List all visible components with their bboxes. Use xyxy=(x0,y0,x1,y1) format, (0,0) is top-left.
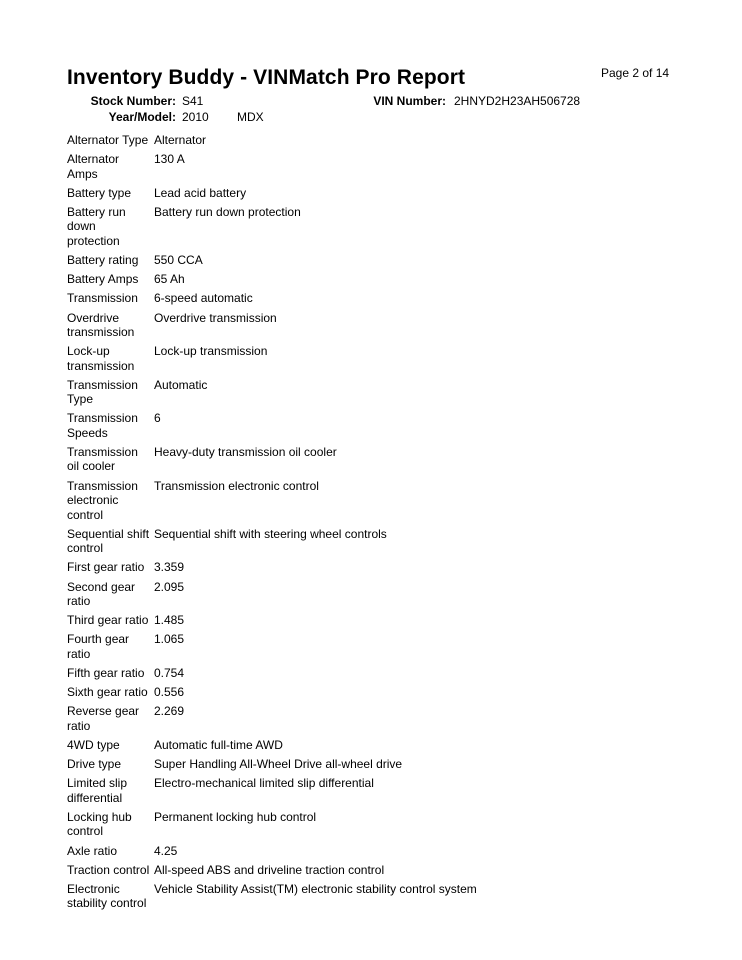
spec-value: Vehicle Stability Assist(TM) electronic stability control system xyxy=(154,881,477,896)
spec-value: 3.359 xyxy=(154,560,185,575)
spec-name: Battery rating xyxy=(67,253,139,268)
spec-name: Alternator Type xyxy=(67,133,149,147)
spec-value: 1.065 xyxy=(154,632,185,647)
spec-value: 550 CCA xyxy=(154,253,203,268)
spec-value: Lead acid battery xyxy=(154,185,247,200)
stock-number-value: S41 xyxy=(182,94,204,108)
spec-row xyxy=(67,527,507,561)
spec-name: 4WD type xyxy=(67,737,120,752)
spec-row xyxy=(67,479,507,527)
spec-row xyxy=(67,445,507,479)
page-indicator: Page 2 of 14 xyxy=(601,66,670,80)
spec-name: Transmission Type xyxy=(67,377,138,407)
spec-row xyxy=(67,311,507,345)
spec-row xyxy=(67,186,507,205)
spec-value: 0.556 xyxy=(154,685,185,700)
spec-row xyxy=(67,844,507,863)
spec-name: Battery type xyxy=(67,185,132,200)
spec-row xyxy=(67,411,507,445)
spec-value: Sequential shift with steering wheel controls xyxy=(154,526,387,541)
spec-row xyxy=(67,685,507,704)
spec-value: Alternator xyxy=(154,133,207,147)
spec-name: Lock-up transmission xyxy=(67,344,135,373)
spec-name: Axle ratio xyxy=(67,843,118,858)
spec-name: Transmission xyxy=(67,291,138,306)
spec-row xyxy=(67,344,507,378)
spec-row xyxy=(67,882,507,916)
report-title: Inventory Buddy - VINMatch Pro Report xyxy=(67,66,466,89)
spec-name: Reverse gear ratio xyxy=(67,704,140,733)
spec-row xyxy=(67,133,507,152)
spec-row xyxy=(67,580,507,614)
vin-label: VIN Number: xyxy=(373,94,446,108)
spec-value: Permanent locking hub control xyxy=(154,809,317,824)
spec-name: Battery run down protection xyxy=(67,205,126,248)
spec-name: Drive type xyxy=(67,757,122,772)
spec-name: Transmission electronic control xyxy=(67,478,138,522)
spec-value: Electro-mechanical limited slip differential xyxy=(154,776,374,791)
spec-row xyxy=(67,272,507,291)
spec-name: Fifth gear ratio xyxy=(67,665,145,680)
spec-row xyxy=(67,704,507,738)
spec-name: Transmission Speeds xyxy=(67,411,138,440)
spec-name: Third gear ratio xyxy=(67,613,149,628)
spec-row xyxy=(67,152,507,186)
spec-value: Battery run down protection xyxy=(154,205,301,220)
vin-value: 2HNYD2H23AH506728 xyxy=(454,94,581,108)
spec-row xyxy=(67,810,507,844)
spec-value: 65 Ah xyxy=(154,272,185,287)
spec-value: Automatic full-time AWD xyxy=(154,737,283,752)
spec-row xyxy=(67,738,507,757)
spec-row xyxy=(67,560,507,579)
spec-row xyxy=(67,666,507,685)
spec-value: Automatic xyxy=(154,377,208,392)
spec-name: Limited slip differential xyxy=(67,776,128,805)
spec-value: Transmission electronic control xyxy=(154,478,319,493)
spec-row xyxy=(67,632,507,666)
spec-row xyxy=(67,253,507,272)
spec-name: Traction control xyxy=(67,862,150,877)
spec-row xyxy=(67,378,507,412)
spec-value: 4.25 xyxy=(154,843,178,858)
spec-name: Second gear ratio xyxy=(67,579,136,608)
spec-value: 130 A xyxy=(154,152,185,167)
spec-name: Alternator Amps xyxy=(67,152,120,181)
spec-table xyxy=(67,133,507,916)
spec-value: 1.485 xyxy=(154,613,185,628)
spec-name: Battery Amps xyxy=(67,272,139,287)
spec-table-body xyxy=(67,133,507,916)
spec-name: First gear ratio xyxy=(67,560,145,575)
spec-name: Electronic stability control xyxy=(67,881,147,911)
spec-name: Locking hub control xyxy=(67,809,132,839)
spec-value: Lock-up transmission xyxy=(154,344,268,359)
spec-value: All-speed ABS and driveline traction control xyxy=(154,862,385,877)
spec-value: 2.269 xyxy=(154,704,185,719)
spec-name: Sixth gear ratio xyxy=(67,685,148,700)
spec-row xyxy=(67,863,507,882)
year-model-label: Year/Model: xyxy=(108,110,176,124)
spec-name: Fourth gear ratio xyxy=(67,632,130,661)
spec-name: Transmission oil cooler xyxy=(67,445,138,474)
spec-name: Sequential shift control xyxy=(67,526,150,556)
spec-row xyxy=(67,613,507,632)
stock-number-label: Stock Number: xyxy=(90,94,176,108)
spec-value: Overdrive transmission xyxy=(154,310,277,325)
spec-value: 6-speed automatic xyxy=(154,291,253,306)
spec-value: 6 xyxy=(154,411,161,426)
spec-row xyxy=(67,776,507,810)
spec-value: 0.754 xyxy=(154,665,185,680)
spec-row xyxy=(67,205,507,253)
spec-row xyxy=(67,757,507,776)
spec-value: Super Handling All-Wheel Drive all-wheel drive xyxy=(154,757,403,772)
spec-row xyxy=(67,291,507,310)
model-value: MDX xyxy=(237,110,264,124)
spec-value: 2.095 xyxy=(154,579,185,594)
year-value: 2010 xyxy=(182,110,209,124)
spec-value: Heavy-duty transmission oil cooler xyxy=(154,445,337,460)
spec-name: Overdrive transmission xyxy=(67,310,135,340)
